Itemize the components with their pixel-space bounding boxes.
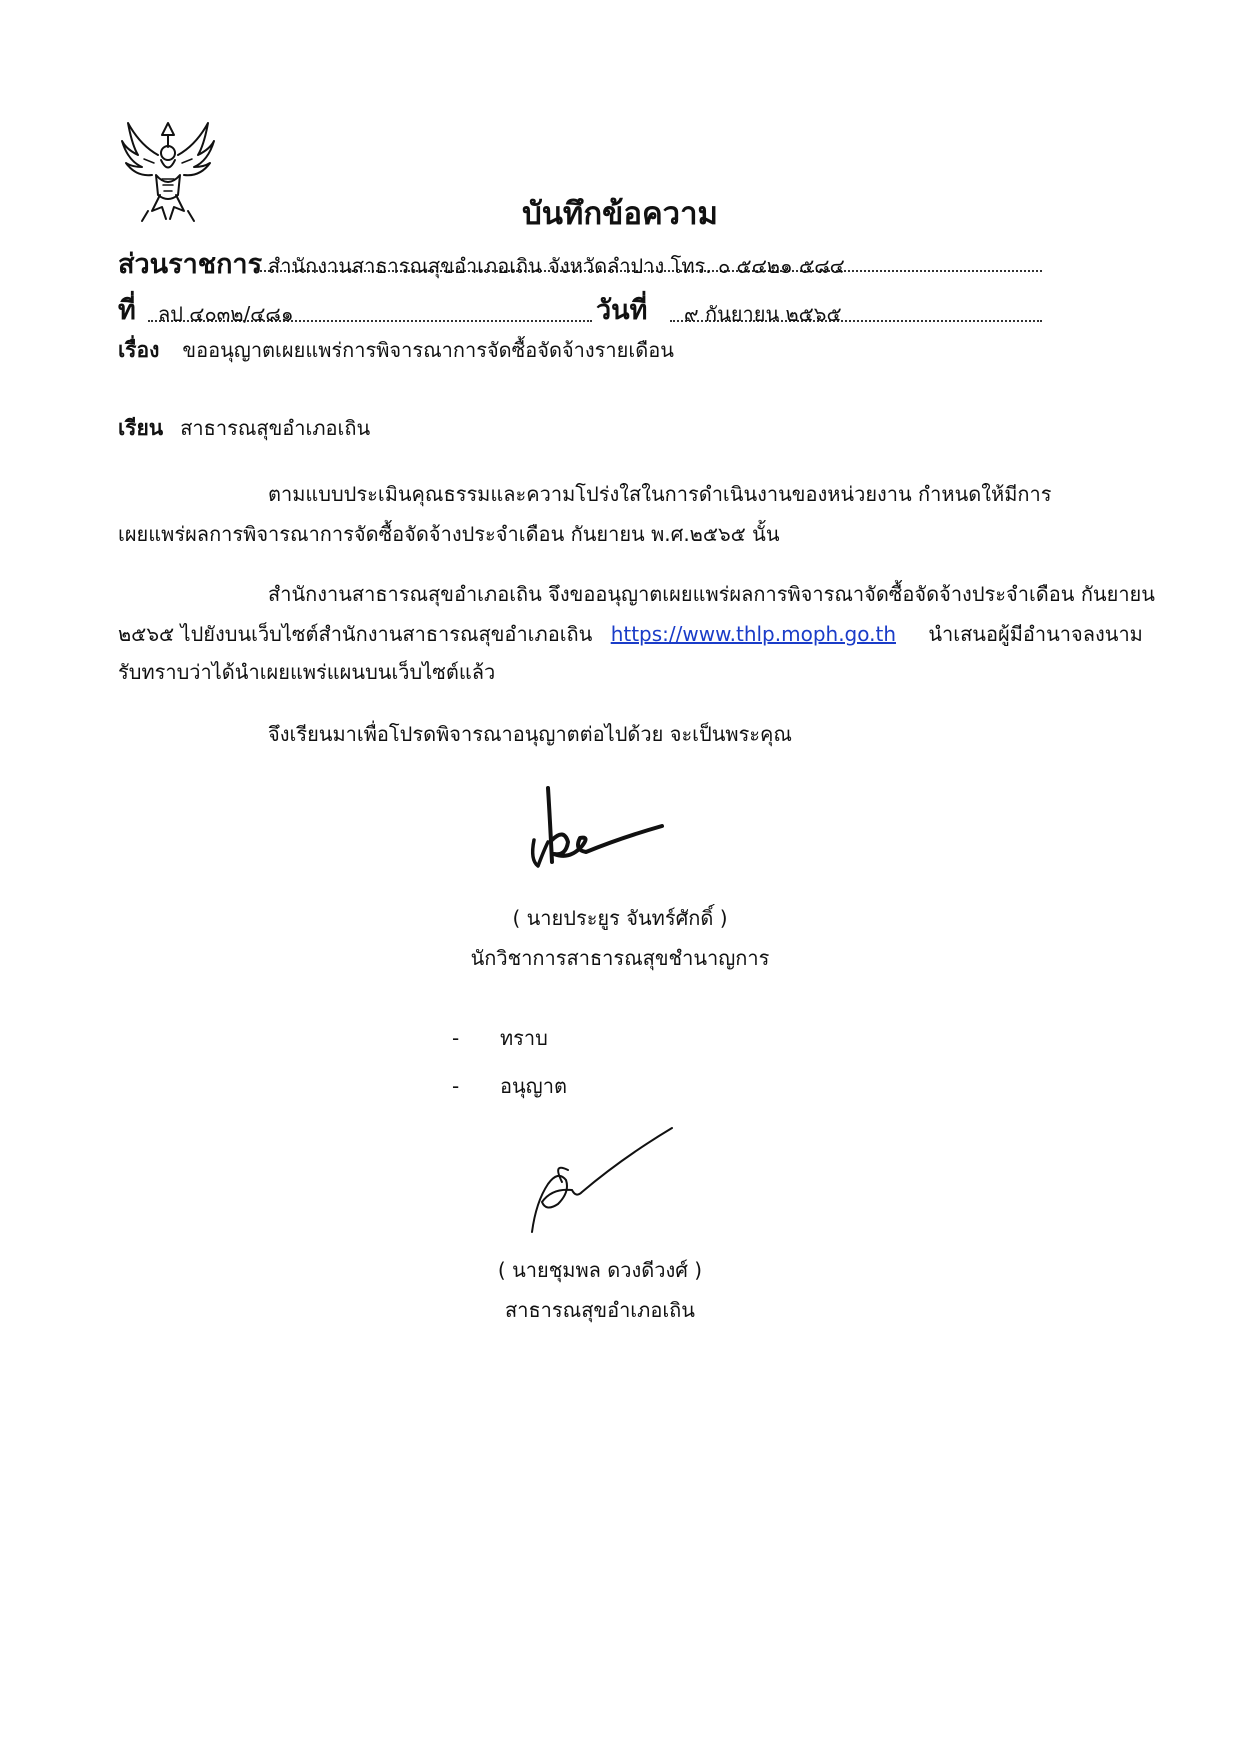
paragraph-1-line-1: ตามแบบประเมินคุณธรรมและความโปร่งใสในการดำเนินงานของหน่วยงาน กำหนดให้มีการ — [268, 482, 1052, 506]
ref-label: ที่ — [118, 295, 136, 326]
date-label: วันที่ — [596, 295, 648, 326]
website-link[interactable]: https://www.thlp.moph.go.th — [610, 622, 896, 646]
signer-1-name: ( นายประยูร จันทร์ศักดิ์ ) — [512, 906, 728, 930]
paragraph-2-line-2 — [118, 614, 1143, 654]
subject-label: เรื่อง — [118, 338, 160, 362]
signer-2-position: สาธารณสุขอำเภอเถิน — [505, 1298, 695, 1322]
subject-row — [118, 334, 674, 367]
option-dash: - — [452, 1074, 460, 1098]
signature-2 — [522, 1122, 682, 1246]
paragraph-2-line-2-post: นำเสนอผู้มีอำนาจลงนาม — [928, 622, 1143, 646]
ref-date-row — [118, 288, 1042, 328]
option-acknowledge-label: ทราบ — [500, 1026, 548, 1050]
page-title: บันทึกข้อความ — [522, 196, 718, 232]
signature-1 — [520, 780, 680, 884]
option-approve-label: อนุญาต — [500, 1074, 567, 1098]
to-label: เรียน — [118, 416, 164, 440]
agency-row — [118, 242, 1042, 282]
closing-paragraph: จึงเรียนมาเพื่อโปรดพิจารณาอนุญาตต่อไปด้วย จะเป็นพระคุณ — [268, 722, 792, 746]
agency-label: ส่วนราชการ — [118, 249, 263, 280]
agency-value: สำนักงานสาธารณสุขอำเภอเถิน จังหวัดลำปาง โทร. ๐ ๕๔๒๑ ๕๘๔ — [268, 254, 845, 278]
paragraph-1-line-2: เผยแพร่ผลการพิจารณาการจัดซื้อจัดจ้างประจำเดือน กันยายน พ.ศ.๒๕๖๕ นั้น — [118, 522, 780, 546]
option-approve — [452, 1070, 567, 1102]
option-acknowledge — [452, 1022, 548, 1054]
signer-1-position: นักวิชาการสาธารณสุขชำนาญการ — [470, 946, 770, 970]
signer-2-name: ( นายชุมพล ดวงดีวงศ์ ) — [497, 1258, 703, 1282]
date-value: ๙ กันยายน ๒๕๖๕ — [684, 302, 842, 326]
paragraph-2-line-1: สำนักงานสาธารณสุขอำเภอเถิน จึงขออนุญาตเผยแพร่ผลการพิจารณาจัดซื้อจัดจ้างประจำเดือน กันยายน — [268, 582, 1155, 606]
to-row — [118, 412, 370, 445]
paragraph-2-line-2-pre: ๒๕๖๕ ไปยังบนเว็บไซต์สำนักงานสาธารณสุขอำเภอเถิน — [118, 622, 593, 646]
to-value: สาธารณสุขอำเภอเถิน — [180, 416, 371, 440]
subject-value: ขออนุญาตเผยแพร่การพิจารณาการจัดซื้อจัดจ้างรายเดือน — [182, 338, 674, 362]
paragraph-2-line-3: รับทราบว่าได้นำเผยแพร่แผนบนเว็บไซต์แล้ว — [118, 660, 496, 684]
option-dash: - — [452, 1026, 460, 1050]
ref-value: ลป ๔๐๓๒/๔๘๑ — [158, 302, 294, 326]
